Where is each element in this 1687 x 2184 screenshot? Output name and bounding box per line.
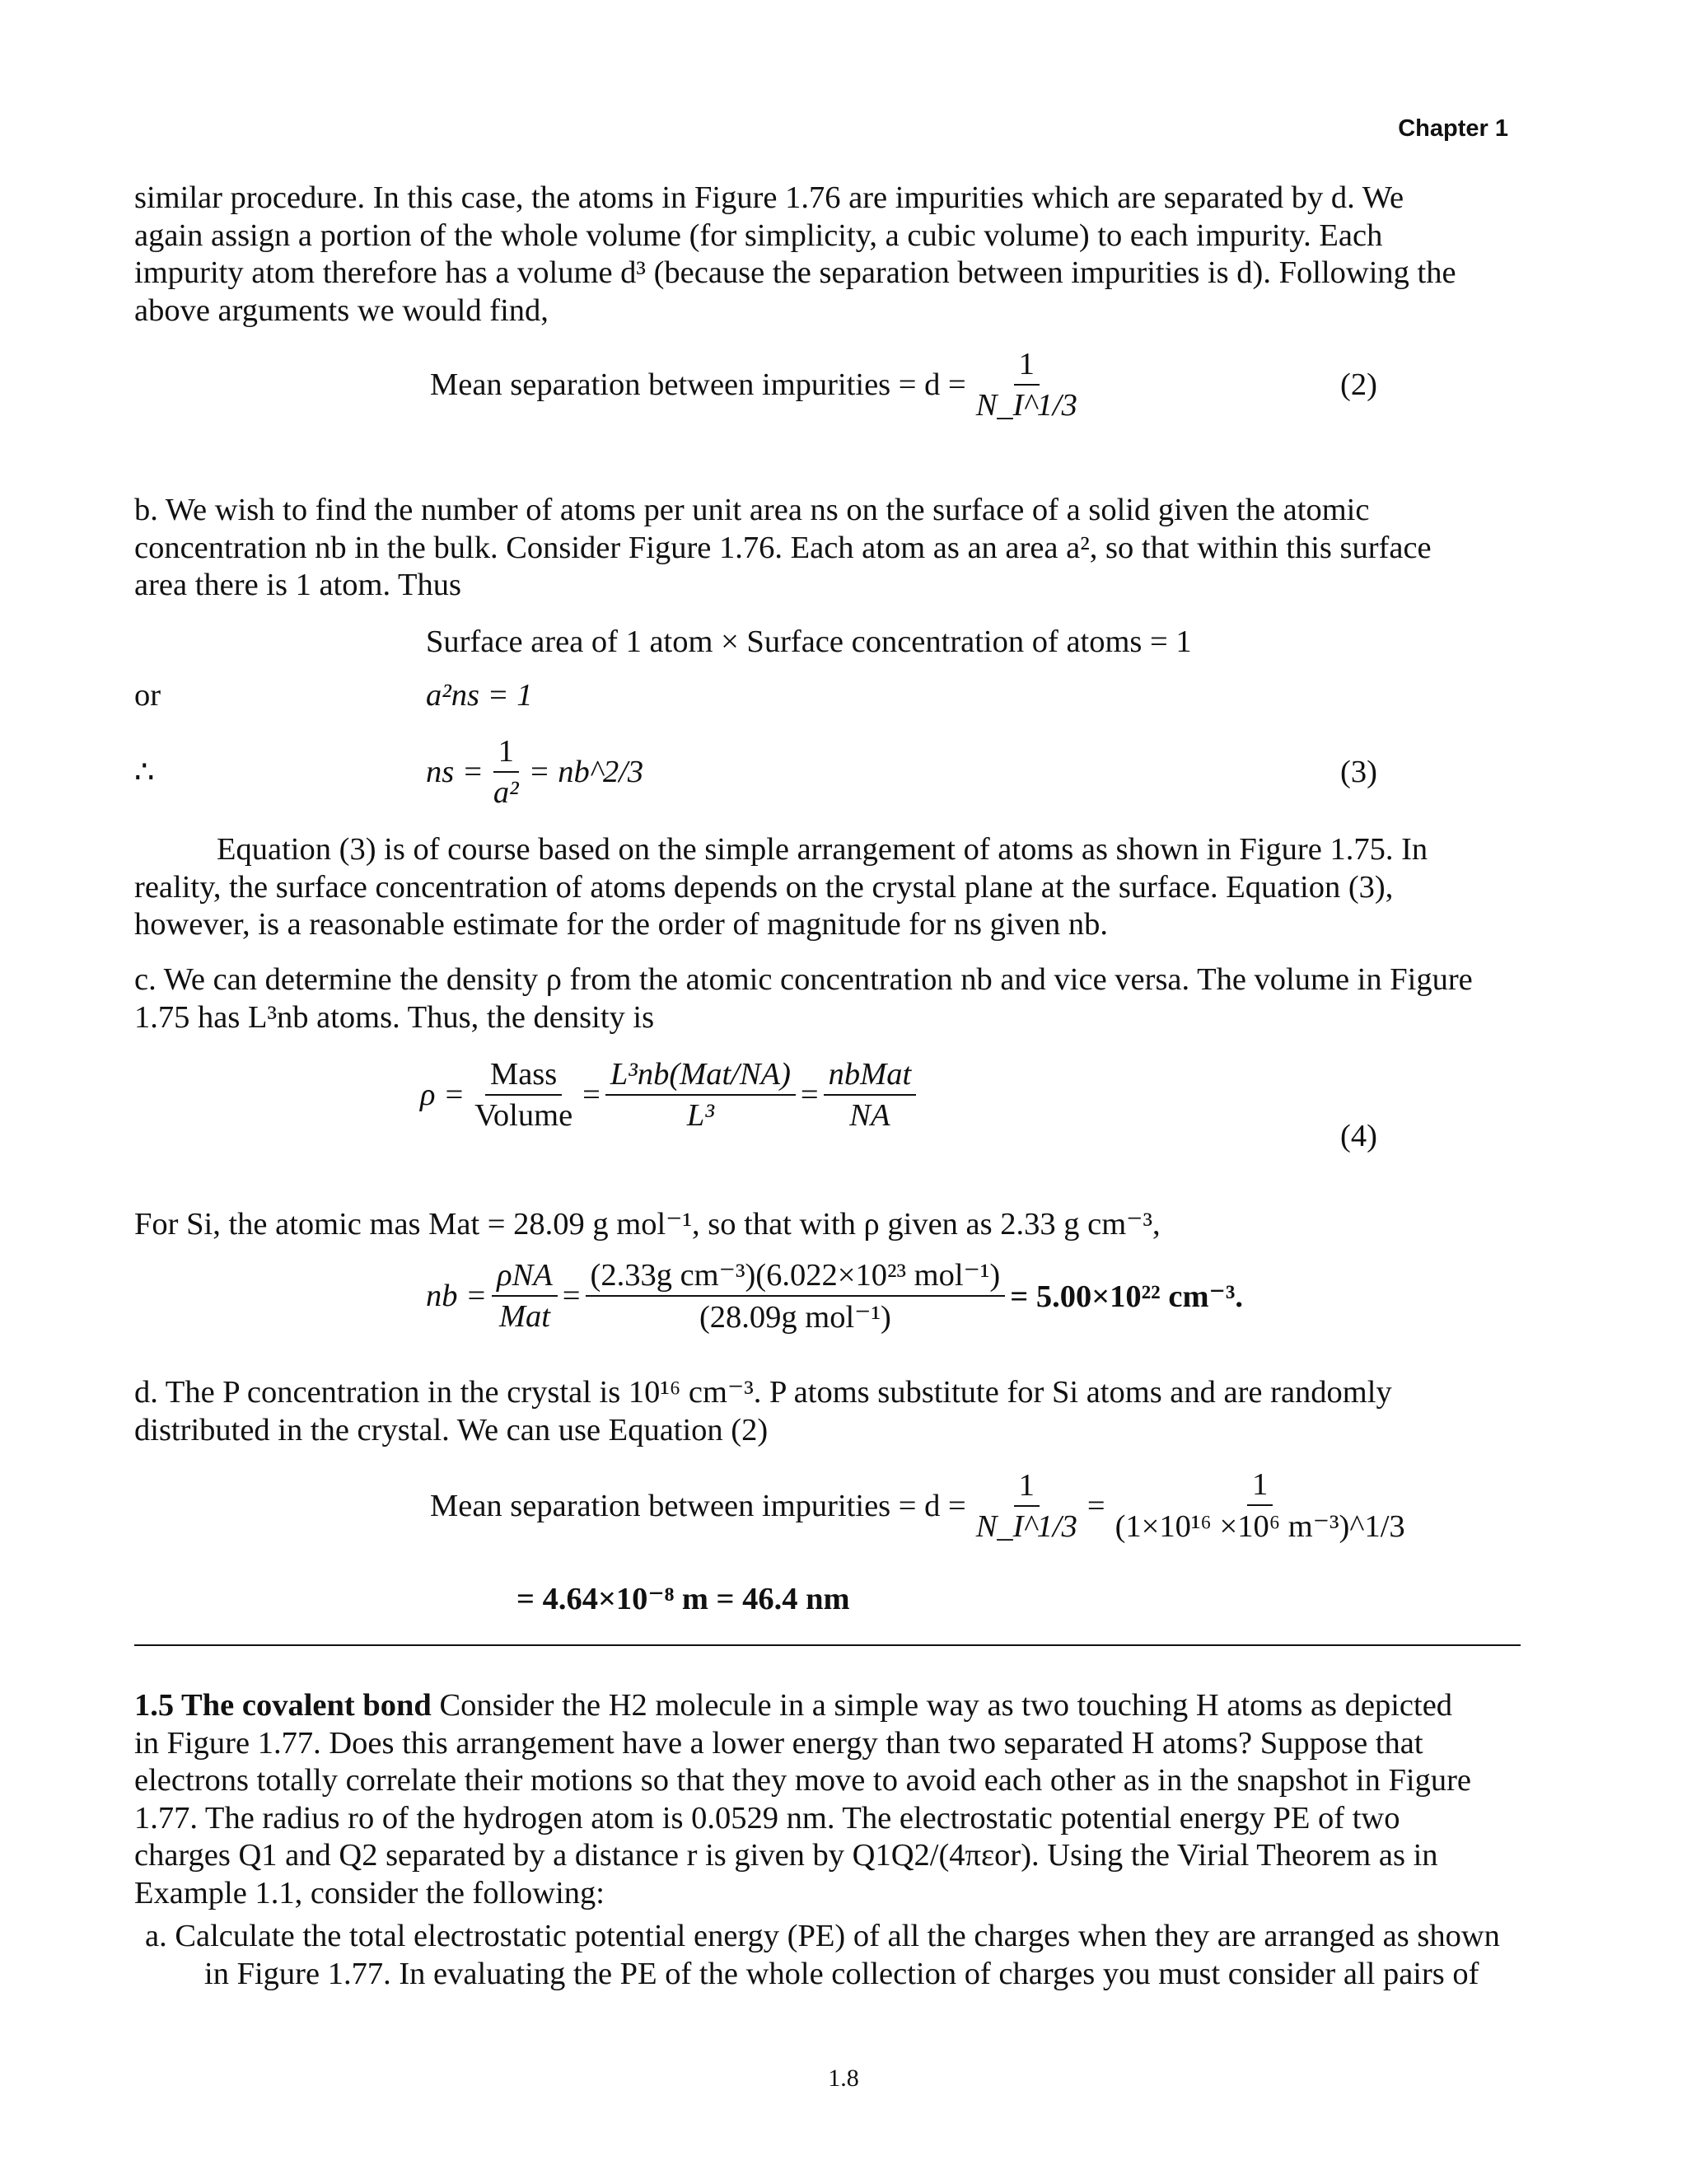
section-1-5 xyxy=(134,1687,1471,1912)
text-line: electrons totally correlate their motions so that they move to avoid each other as in the snapshot in Figure xyxy=(134,1763,1471,1798)
text-span: Consider the H2 molecule in a simple way as two touching H atoms as depicted xyxy=(439,1688,1453,1723)
text-line: reality, the surface concentration of atoms depends on the crystal plane at the surface. Equation (3), xyxy=(134,869,1394,905)
denominator: Volume xyxy=(474,1098,573,1133)
text-line: charges Q1 and Q2 separated by a distance r is given by Q1Q2/(4πεor). Using the Virial Theorem as in xyxy=(134,1838,1438,1873)
equation-number: (2) xyxy=(1340,367,1377,402)
result-value: = 5.00×10²² cm⁻³. xyxy=(1010,1279,1243,1314)
equation-4 xyxy=(420,1056,921,1134)
equals-sign: = xyxy=(582,1078,600,1112)
equation-2 xyxy=(430,346,1087,423)
chapter-header: Chapter 1 xyxy=(1398,115,1508,142)
text-line xyxy=(134,1687,1471,1725)
paragraph-equation-3-discussion xyxy=(134,831,1428,944)
text-line: b. We wish to find the number of atoms per unit area ns on the surface of a solid given the atomic xyxy=(134,493,1370,527)
denominator: (1×10¹⁶ ×10⁶ m⁻³)^1/3 xyxy=(1115,1509,1405,1544)
text-line: above arguments we would find, xyxy=(134,292,549,328)
equation-lhs: ns = xyxy=(426,755,484,789)
denominator: Mat xyxy=(498,1299,550,1334)
numerator: 1 xyxy=(1247,1466,1273,1506)
text-line: concentration nb in the bulk. Consider Figure 1.76. Each atom as an area a², so that within this surface xyxy=(134,530,1432,565)
fraction xyxy=(492,1257,558,1335)
numerator: (2.33g cm⁻³)(6.022×10²³ mol⁻¹) xyxy=(586,1256,1006,1297)
equation-rhs: = nb^2/3 xyxy=(528,755,644,789)
numerator: 1 xyxy=(1014,346,1040,386)
section-heading: 1.5 The covalent bond xyxy=(134,1688,432,1723)
denominator: L³ xyxy=(686,1098,714,1133)
section-divider xyxy=(134,1644,1521,1646)
text-line: in Figure 1.77. In evaluating the PE of the whole collection of charges you must consider all pairs of xyxy=(204,1956,1479,1991)
text-line: Example 1.1, consider the following: xyxy=(134,1875,605,1910)
equation-number: (4) xyxy=(1340,1119,1377,1153)
result-value: = 4.64×10⁻⁸ m = 46.4 nm xyxy=(516,1582,850,1616)
question-a xyxy=(145,1918,1500,1993)
surface-area-equation: Surface area of 1 atom × Surface concentration of atoms = 1 xyxy=(426,624,1192,659)
text-line: a. Calculate the total electrostatic potential energy (PE) of all the charges when they are arranged as shown xyxy=(145,1919,1500,1953)
therefore-symbol: ∴ xyxy=(134,755,155,790)
text-line: c. We can determine the density ρ from the atomic concentration nb and vice versa. The volume in Figure xyxy=(134,962,1473,997)
or-equation: a²ns = 1 xyxy=(426,678,533,713)
numerator: L³nb(Mat/NA) xyxy=(605,1056,796,1096)
denominator: (28.09g mol⁻¹) xyxy=(699,1300,891,1335)
equals-sign: = xyxy=(800,1078,819,1112)
text-line: d. The P concentration in the crystal is 10¹⁶ cm⁻³. P atoms substitute for Si atoms and are randomly xyxy=(134,1375,1392,1410)
page-number: 1.8 xyxy=(828,2065,859,2092)
paragraph-part-b xyxy=(134,492,1432,605)
fraction-numeric xyxy=(586,1256,1006,1335)
fraction-middle xyxy=(605,1056,796,1134)
density-symbol: ρ = xyxy=(420,1078,465,1112)
si-parameters-line: For Si, the atomic mas Mat = 28.09 g mol⁻¹, so that with ρ given as 2.33 g cm⁻³, xyxy=(134,1207,1161,1242)
text-line: area there is 1 atom. Thus xyxy=(134,568,461,602)
equation-mean-separation xyxy=(430,1466,1415,1545)
denominator: N_I^1/3 xyxy=(975,388,1077,423)
equation-lhs: nb = xyxy=(426,1279,488,1313)
equals-sign: = xyxy=(1087,1488,1105,1523)
fraction xyxy=(488,733,524,811)
denominator: a² xyxy=(493,775,519,810)
equation-number: (3) xyxy=(1340,755,1377,789)
equation-lhs: Mean separation between impurities = d = xyxy=(430,367,966,402)
text-line: similar procedure. In this case, the atoms in Figure 1.76 are impurities which are separated by d. We xyxy=(134,180,1404,215)
numerator: 1 xyxy=(1014,1467,1040,1507)
paragraph-impurity-separation xyxy=(134,180,1456,330)
numerator: nbMat xyxy=(824,1056,917,1096)
fraction xyxy=(971,1467,1082,1545)
numerator: 1 xyxy=(493,733,519,773)
paragraph-part-c xyxy=(134,961,1473,1036)
text-line: however, is a reasonable estimate for the order of magnitude for ns given nb. xyxy=(134,907,1108,942)
text-line: 1.75 has L³nb atoms. Thus, the density is xyxy=(134,999,655,1035)
fraction xyxy=(971,346,1082,423)
text-line: 1.77. The radius ro of the hydrogen atom is 0.0529 nm. The electrostatic potential energy PE of two xyxy=(134,1800,1400,1836)
fraction-numeric xyxy=(1110,1466,1410,1545)
denominator: NA xyxy=(849,1098,890,1133)
text-line: Equation (3) is of course based on the simple arrangement of atoms as shown in Figure 1.75. In xyxy=(217,832,1428,867)
equation-3 xyxy=(426,733,643,811)
equals-sign: = xyxy=(562,1279,581,1313)
or-label: or xyxy=(134,678,161,713)
fraction-right xyxy=(824,1056,917,1134)
numerator: ρNA xyxy=(492,1257,558,1297)
text-line: impurity atom therefore has a volume d³ (because the separation between impurities is d). Following the xyxy=(134,255,1456,290)
paragraph-part-d xyxy=(134,1374,1392,1449)
numerator: Mass xyxy=(485,1056,562,1096)
equation-nb xyxy=(426,1256,1243,1335)
text-line: in Figure 1.77. Does this arrangement have a lower energy than two separated H atoms? Suppose that xyxy=(134,1725,1423,1761)
text-line: distributed in the crystal. We can use Equation (2) xyxy=(134,1412,769,1447)
denominator: N_I^1/3 xyxy=(975,1508,1077,1544)
fraction-mass-volume xyxy=(470,1056,577,1134)
equation-lhs: Mean separation between impurities = d = xyxy=(430,1488,966,1523)
text-line: again assign a portion of the whole volume (for simplicity, a cubic volume) to each impurity. Each xyxy=(134,217,1383,253)
